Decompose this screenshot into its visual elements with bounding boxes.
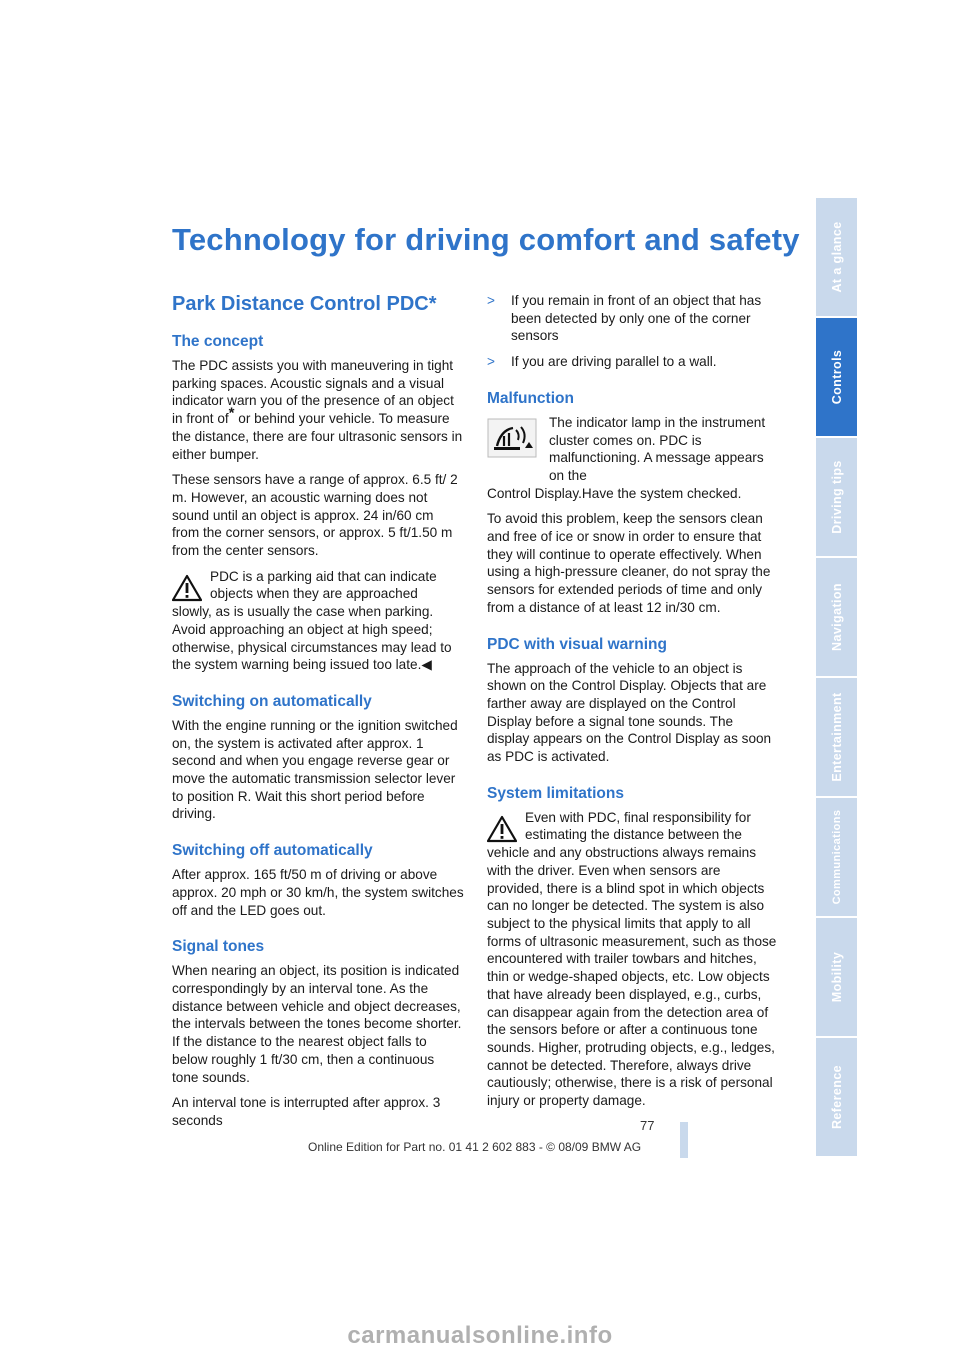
system-limitations-heading: System limitations xyxy=(487,784,624,802)
watermark: carmanualsonline.info xyxy=(347,1322,613,1349)
chapter-tabs xyxy=(816,198,857,1158)
left-column xyxy=(172,292,464,1138)
end-mark-icon: ◀ xyxy=(421,657,432,673)
page-number: 77 xyxy=(640,1118,655,1133)
concept-text-b: or behind your vehicle. To measure the distance, there are four ultrasonic sensors in either bumper. xyxy=(172,411,463,462)
tab-navigation[interactable]: Navigation xyxy=(816,558,857,676)
tab-communications[interactable]: Communications xyxy=(816,798,857,916)
switch-on-paragraph: With the engine running or the ignition switched on, the system is activated after approx. 1 second and when you engage reverse gear or move the automatic transmission selector lever to position R. Wait this short period before driving. xyxy=(172,717,458,822)
warning-note-2 xyxy=(487,809,779,1110)
bullet-text-2: If you are driving parallel to a wall. xyxy=(511,354,717,370)
switch-off-paragraph: After approx. 165 ft/50 m of driving or above approx. 20 mph or 30 km/h, the system switches off and the LED goes out. xyxy=(172,867,464,918)
tab-mobility[interactable]: Mobility xyxy=(816,918,857,1036)
visual-warning-paragraph: The approach of the vehicle to an object is shown on the Control Display. Objects that are farther away are displayed on the Control Display before a signal tone sounds. The display appears on the Control Display as soon as PDC is activated. xyxy=(487,660,772,765)
bullet-arrow-icon: > xyxy=(487,293,495,308)
warning-1-body xyxy=(172,603,464,674)
bullet-arrow-icon: > xyxy=(487,354,495,370)
malfunction-heading: Malfunction xyxy=(487,389,574,407)
warning-1-lead: PDC is a parking aid that can indicate objects when they are approached xyxy=(210,568,437,602)
warning-triangle-icon xyxy=(487,815,517,843)
signal-tones-paragraph-2: An interval tone is interrupted after approx. 3 seconds xyxy=(172,1095,441,1128)
switch-on-heading: Switching on automatically xyxy=(172,692,372,710)
tab-driving-tips[interactable]: Driving tips xyxy=(816,438,857,556)
malfunction-note xyxy=(487,414,779,503)
warning-1-text: slowly, as is usually the case when parking. Avoid approaching an object at high speed; otherwise, physical circumstances may lead to the system warning being issued too late. xyxy=(172,604,452,673)
right-column xyxy=(487,292,779,1118)
footer-text: Online Edition for Part no. 01 41 2 602 883 - © 08/09 BMW AG xyxy=(308,1140,642,1154)
option-star: * xyxy=(228,404,235,422)
page-title: Technology for driving comfort and safety xyxy=(172,222,800,257)
signal-tones-paragraph-1: When nearing an object, its position is indicated correspondingly by an interval tone. As the distance between vehicle and object decreases, the intervals between the tones become shorter. If the distance to the nearest object falls to below roughly 1 ft/30 cm, then a continuous tone sounds. xyxy=(172,963,462,1085)
concept-paragraph-1 xyxy=(172,357,464,463)
bullet-text-1: If you remain in front of an object that has been detected by only one of the corner sensors xyxy=(511,293,762,344)
section-title: Park Distance Control PDC* xyxy=(172,293,437,315)
malfunction-lead: The indicator lamp in the instrument cluster comes on. PDC is malfunctioning. A message appears on the xyxy=(549,414,766,483)
pdc-indicator-lamp-icon xyxy=(487,418,537,458)
limitations-lead: Even with PDC, final responsibility for estimating the distance between the xyxy=(525,809,751,843)
list-item xyxy=(487,292,779,345)
malfunction-body: Control Display.Have the system checked. xyxy=(487,485,742,501)
tab-reference[interactable]: Reference xyxy=(816,1038,857,1156)
switch-off-heading: Switching off automatically xyxy=(172,842,373,860)
concept-paragraph-2: These sensors have a range of approx. 6.5 ft/ 2 m. However, an acoustic warning does not sound until an object is approx. 24 in/60 cm from the corner sensors, or approx. 5 ft/1.50 m from the center sensors. xyxy=(172,472,458,559)
tab-entertainment[interactable]: Entertainment xyxy=(816,678,857,796)
tab-controls[interactable]: Controls xyxy=(816,318,857,436)
signal-tones-heading: Signal tones xyxy=(172,938,265,956)
warning-triangle-icon xyxy=(172,574,202,602)
warning-note-1 xyxy=(172,568,464,674)
tab-at-a-glance[interactable]: At a glance xyxy=(816,198,857,316)
page-marker-bar xyxy=(680,1122,688,1158)
visual-warning-heading: PDC with visual warning xyxy=(487,635,667,653)
list-item xyxy=(487,353,779,371)
malfunction-paragraph-2: To avoid this problem, keep the sensors clean and free of ice or snow in order to ensure that they will continue to operate effectively. When using a high-pressure cleaner, do not spray the sensors for extended periods of time and only from a distance of at least 12 in/30 cm. xyxy=(487,511,771,615)
concept-text-a: The PDC assists you with maneuvering in tight parking spaces. Acoustic signals and a visual indicator warn you of the presence of an object in front of xyxy=(172,358,454,427)
concept-heading: The concept xyxy=(172,333,264,350)
limitations-body: vehicle and any obstructions always remains with the driver. Even when sensors are provided, there is a blind spot in which objects can no longer be detected. The system is also subject to the physical limits that apply to all forms of ultrasonic measurement, such as those encountered with trailer towbars and hitches, thin or wedge-shaped objects, etc. Low objects that have already been displayed, e.g., curbs, can disappear again from the detection area of the sensors before or after a continuous tone sounds. Higher, protruding objects, e.g., ledges, cannot be detected. Therefore, always drive cautiously; otherwise, there is a risk of personal injury or property damage. xyxy=(487,845,777,1109)
